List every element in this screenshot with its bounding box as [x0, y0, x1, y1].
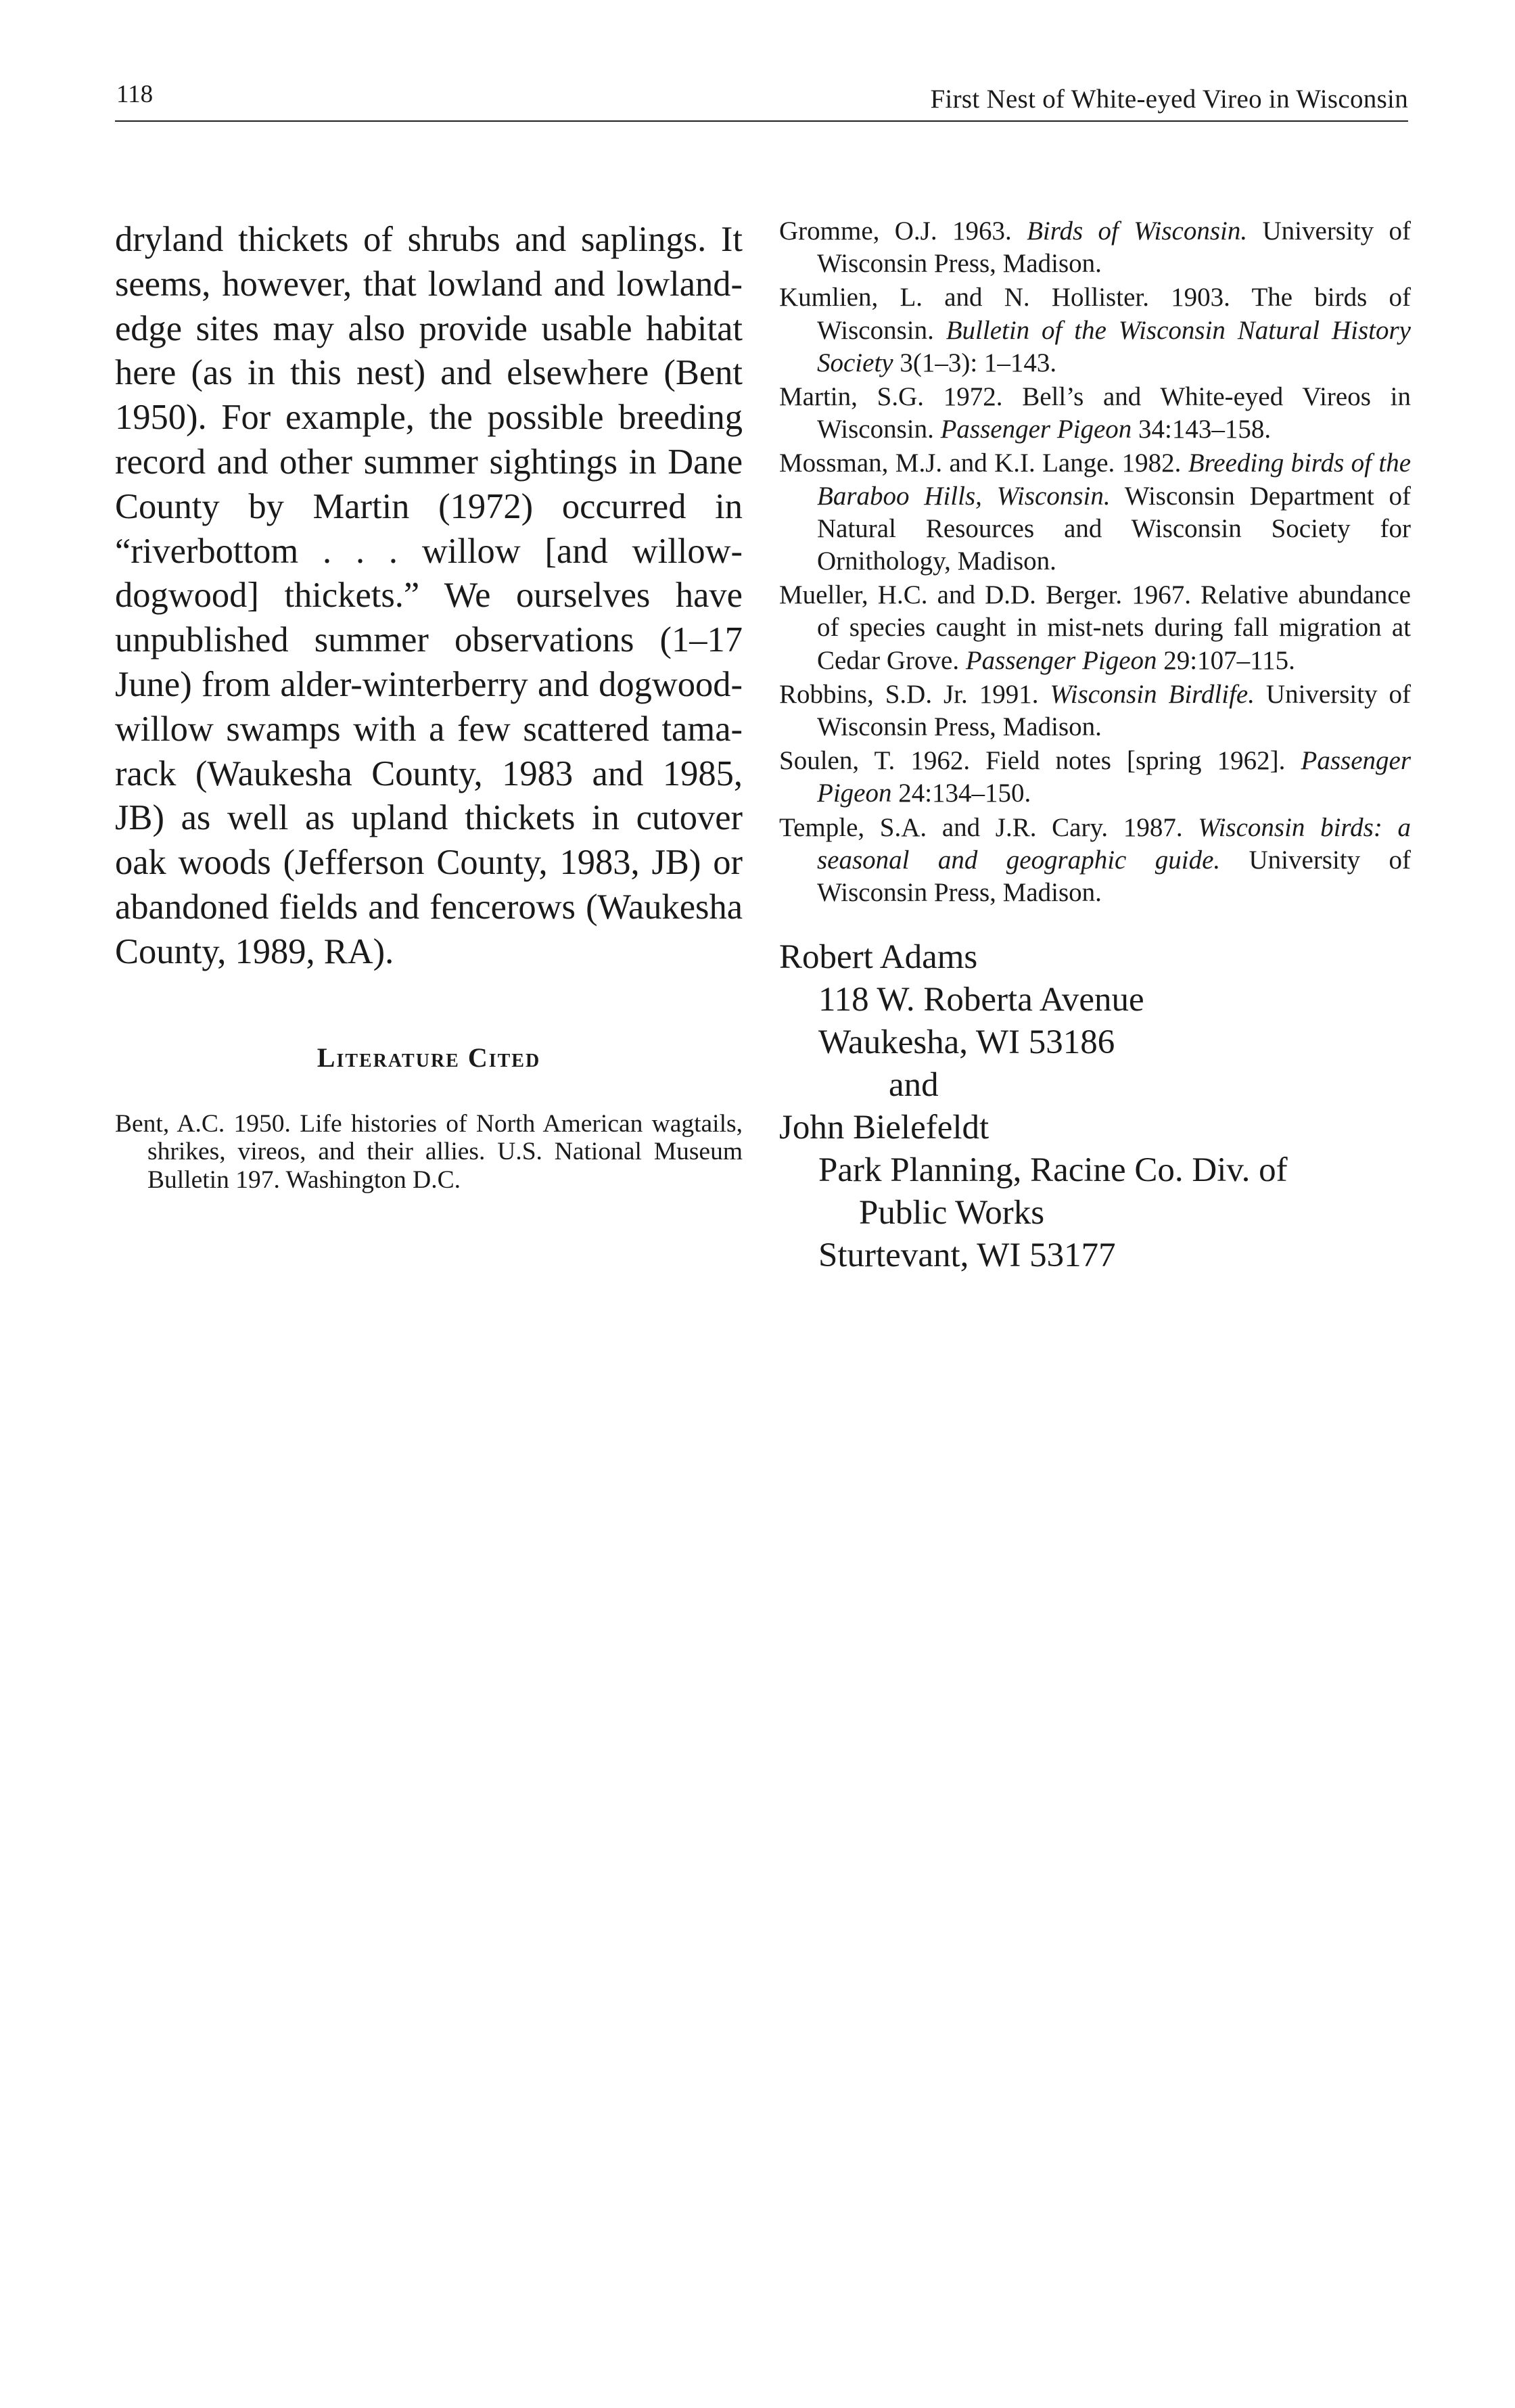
body-text	[115, 218, 743, 975]
reference-item	[779, 745, 1411, 810]
reference-title: Passenger Pigeon	[817, 746, 1411, 808]
conjunction: and	[889, 1066, 939, 1105]
reference-text: Wisconsin Department of Natural Resources and Wisconsin Society for Ornithology, Madison.	[817, 481, 1411, 576]
reference-text: 34:143–158.	[1132, 415, 1272, 444]
author-name: Robert Adams	[779, 938, 978, 977]
reference-item	[779, 281, 1411, 379]
reference-item	[779, 678, 1411, 743]
reference-title: Breeding birds of the Baraboo Hills, Wisconsin.	[817, 448, 1412, 511]
reference-text: University of Wisconsin Press, Madison.	[817, 845, 1412, 908]
reference-text: Mossman, M.J. and K.I. Lange. 1982.	[779, 448, 1188, 478]
left-column	[115, 218, 743, 1195]
reference-text: Martin, S.G. 1972. Bell’s and White-eyed Vireos in Wisconsin.	[779, 382, 1411, 444]
reference-text: 3(1–3): 1–143.	[893, 348, 1057, 377]
reference-text: Gromme, O.J. 1963.	[779, 216, 1027, 246]
reference-text: Soulen, T. 1962. Field notes [spring 1962].	[779, 746, 1301, 776]
author-name: John Bielefeldt	[779, 1109, 989, 1147]
body-paragraph: dryland thickets of shrubs and saplings. It seems, however, that lowland and lowland-edge sites may also provide usable habitat here (as in this nest) and elsewhere (Bent 1950). For example, the possible breeding record and other summer sightings in Dane County by Martin (1972) occurred in “riverbottom . . . willow [and willow-dogwood] thickets.” We ourselves have unpublished summer observations (1–17 June) from alder-winterberry and dogwood-willow swamps with a few scattered tamarack (Waukesha County, 1983 and 1985, JB) as well as upland thickets in cutover oak woods (Jefferson County, 1983, JB) or abandoned fields and fencerows (Waukesha County, 1989, RA).	[115, 220, 743, 971]
reference-title: Bulletin of the Wisconsin Natural History Society	[817, 315, 1411, 377]
author-addresses	[779, 936, 1411, 1277]
address-line: 118 W. Roberta Avenue	[818, 981, 1144, 1019]
address-line: Park Planning, Racine Co. Div. of	[818, 1151, 1288, 1190]
literature-cited-heading: Literature Cited	[317, 1042, 541, 1073]
running-head: First Nest of White-eyed Vireo in Wisconsin	[930, 85, 1408, 114]
address-line: Sturtevant, WI 53177	[818, 1236, 1116, 1275]
reference-text: Mueller, H.C. and D.D. Berger. 1967. Relative abundance of species caught in mist-nets during fall migration at Cedar Grove.	[779, 580, 1411, 675]
reference-item	[779, 447, 1411, 578]
reference-text: University of Wisconsin Press, Madison.	[817, 679, 1411, 742]
page-number: 118	[116, 80, 154, 108]
address-line: Waukesha, WI 53186	[818, 1023, 1115, 1062]
reference-title: Passenger Pigeon	[965, 645, 1157, 675]
reference-item	[779, 381, 1411, 446]
reference-text: Bent, A.C. 1950. Life histories of North American wagtails, shrikes, vireos, and their allies. U.S. National Museum Bulletin 197. Washington D.C.	[115, 1109, 743, 1195]
reference-text: 29:107–115.	[1157, 645, 1295, 675]
reference-text: University of Wisconsin Press, Madison.	[817, 216, 1412, 279]
reference-text: Temple, S.A. and J.R. Cary. 1987.	[779, 812, 1198, 842]
references-right	[779, 215, 1411, 909]
reference-title: Wisconsin birds: a seasonal and geographic guide.	[817, 812, 1411, 875]
reference-title: Birds of Wisconsin.	[1027, 216, 1248, 246]
reference-text: Robbins, S.D. Jr. 1991.	[779, 679, 1050, 709]
right-column	[779, 215, 1411, 1277]
reference-item	[779, 812, 1411, 910]
reference-title: Passenger Pigeon	[940, 415, 1132, 444]
reference-title: Wisconsin Birdlife.	[1050, 679, 1255, 709]
reference-item	[115, 1110, 743, 1195]
reference-item	[779, 215, 1411, 280]
address-line: Public Works	[859, 1194, 1045, 1232]
reference-text: 24:134–150.	[891, 779, 1031, 808]
header-rule	[115, 120, 1408, 122]
references-left	[115, 1110, 743, 1195]
reference-text: Kumlien, L. and N. Hollister. 1903. The birds of Wisconsin.	[779, 283, 1411, 345]
reference-item	[779, 579, 1411, 677]
